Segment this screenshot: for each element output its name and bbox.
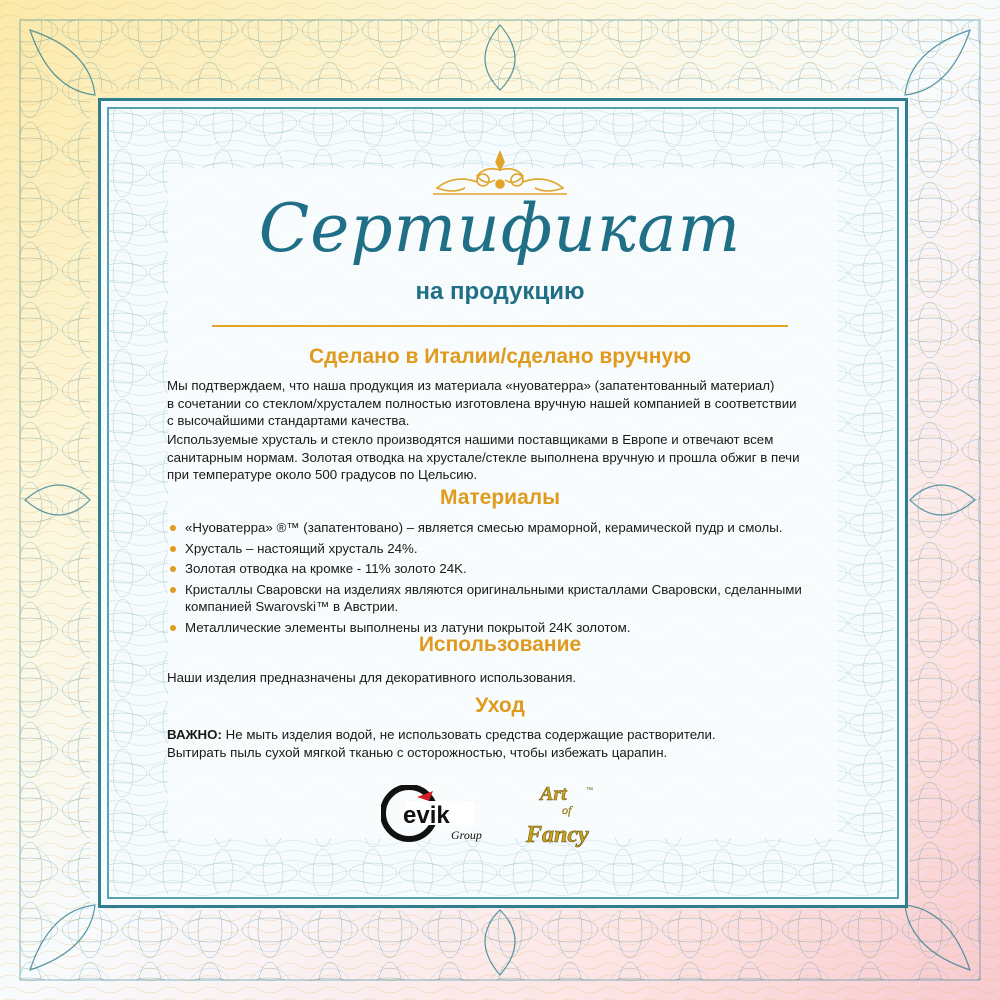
list-item-text: Золотая отводка на кромке - 11% золото 24K. <box>185 561 467 576</box>
list-item-text: Хрусталь – настоящий хрусталь 24%. <box>185 540 418 556</box>
cevik-group-logo <box>381 785 499 845</box>
important-label: ВАЖНО: <box>167 727 222 742</box>
bullet-icon <box>170 587 176 593</box>
list-item <box>167 540 857 558</box>
certificate-title: Сертификат <box>258 190 742 267</box>
care-line-2: Вытирать пыль сухой мягкой тканью с осторожностью, чтобы избежать царапин. <box>167 744 668 760</box>
made-in-paragraph-2 <box>167 431 847 484</box>
materials-heading: Материалы <box>439 486 561 509</box>
text-line: в сочетании со стеклом/хрусталем полностью изготовлена вручную нашей компанией в соответствии <box>167 395 797 411</box>
bullet-icon <box>170 625 176 631</box>
aof-of-text: of <box>562 803 572 817</box>
made-in-heading: Сделано в Италии/сделано вручную <box>308 345 692 368</box>
text-line: с высочайшими стандартами качества. <box>167 413 410 428</box>
list-item <box>167 519 857 537</box>
cevik-group-text: Group <box>451 828 482 842</box>
certificate-subtitle: на продукцию <box>415 278 585 305</box>
list-item <box>167 581 857 616</box>
text-line: санитарным нормам. Золотая отводка на хрустале/стекле выполнена вручную и прошла обжиг в печи <box>167 449 800 465</box>
materials-list <box>167 519 857 639</box>
text-line: при температуре около 500 градусов по Цельсию. <box>167 467 478 482</box>
text-line <box>167 726 847 744</box>
care-line-1: Не мыть изделия водой, не использовать средства содержащие растворители. <box>221 727 716 742</box>
aof-art-text: Art <box>540 783 567 805</box>
cevik-wordmark: evik <box>403 802 450 829</box>
list-item-text: «Нуоватерра» ®™ (запатентовано) – является смесью мраморной, керамической пудр и смолы. <box>185 520 783 535</box>
bullet-icon <box>170 566 176 572</box>
text-line: Используемые хрусталь и стекло производятся нашими поставщиками в Европе и отвечают всем <box>167 432 774 447</box>
list-item-text: Металлические элементы выполнены из латуни покрытой 24K золотом. <box>185 619 631 635</box>
list-item <box>167 560 857 578</box>
care-text <box>167 726 847 761</box>
bullet-icon <box>170 546 176 552</box>
care-heading: Уход <box>475 694 525 717</box>
art-of-fancy-logo <box>522 780 602 852</box>
gold-divider <box>212 325 788 327</box>
text-line: Мы подтверждаем, что наша продукция из материала «нуоватерра» (запатентованный материал) <box>167 378 775 393</box>
bullet-icon <box>170 525 176 531</box>
usage-text: Наши изделия предназначены для декоративного использования. <box>167 670 577 685</box>
made-in-paragraph-1 <box>167 377 847 430</box>
aof-tm-text: ™ <box>586 787 593 794</box>
list-item-text: Кристаллы Сваровски на изделиях являются оригинальными кристаллами Сваровски, сделанными компанией Swarovski™ в Австрии. <box>185 581 802 614</box>
usage-heading: Использование <box>418 633 582 656</box>
aof-fancy-text: Fancy <box>526 822 589 848</box>
